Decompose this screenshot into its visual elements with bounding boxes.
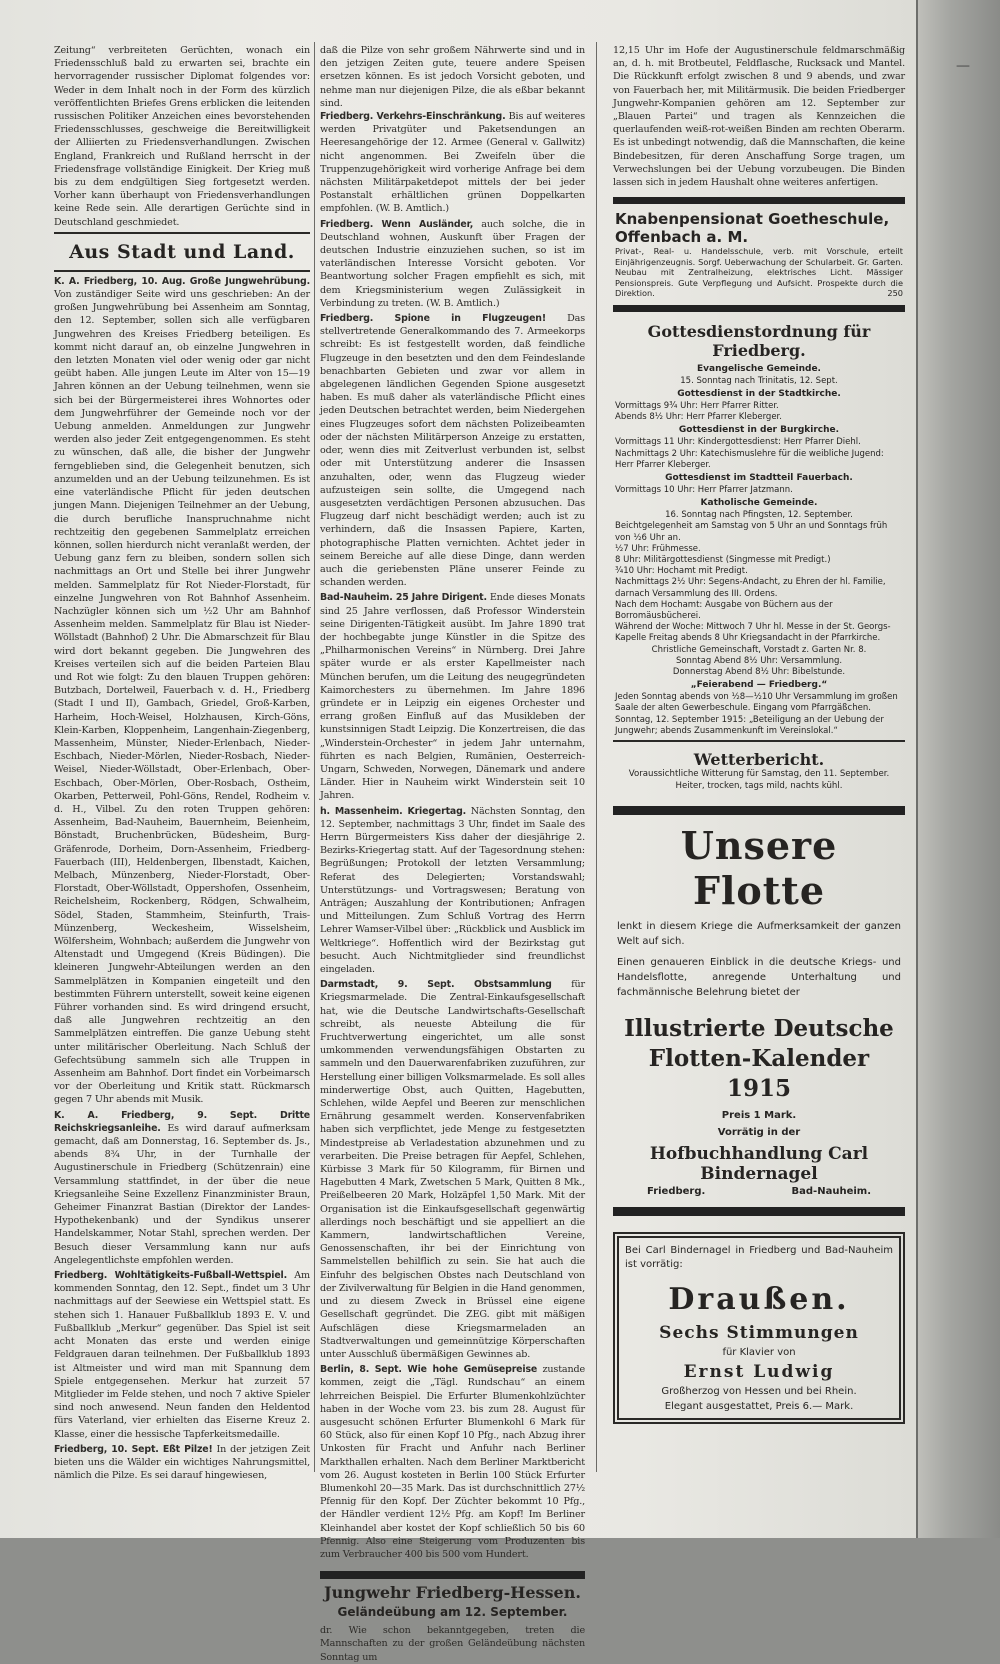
article-lead: K. A. Friedberg, 9. Sept. Dritte Reichskriegsanleihe. (54, 1109, 310, 1134)
service-line: 8 Uhr: Militärgottesdienst (Singmesse mit Predigt.) (615, 554, 831, 565)
jungwehr-banner (320, 1571, 585, 1664)
article-lead: Friedberg. Wenn Ausländer, (320, 218, 474, 230)
service-line: Jeden Sonntag abends von ½8—½10 Uhr Versammlung im großen Saale der alten Gewerbeschule. Eingang vom Pfarrgäßchen. (615, 692, 898, 714)
music-instrument: für Klavier von (722, 1347, 796, 1359)
divider (54, 232, 310, 234)
article-lead: Friedberg. Wohltätigkeits-Fußball-Wettspiel. (54, 1270, 287, 1282)
service-heading: Gottesdienst in der Stadtkirche. (677, 388, 841, 399)
pension-text (615, 246, 903, 299)
music-composer: Ernst Ludwig (683, 1362, 835, 1383)
service-heading: Gottesdienst im Stadtteil Fauerbach. (665, 472, 853, 483)
pilze-continuation: daß die Pilze von sehr großem Nährwerte sind und in den jetzigen Zeiten gute, teuere andere Speisen ersetzen können. Es ist jedoch Vorsicht geboten, und nehme man nur diejenigen Pilze, die als eßbar bekannt sind. (320, 45, 585, 109)
fleet-towns (617, 1184, 901, 1199)
column-one (54, 44, 310, 1494)
music-subtitle: Sechs Stimmungen (659, 1323, 859, 1344)
article (320, 218, 585, 310)
column-rule-left (314, 42, 315, 1472)
article-text: Nächsten Sonntag, den 12. September, nachmittags 3 Uhr, findet im Saale des Herrn Bürgermeisters Kiss daher der diesjährige 2. Bezirks-Kriegertag statt. Auf der Tagesordnung stehen: Begrüßungen; Protokoll der letzten Versammlung; Referat des Delegierten; Vorstandswahl; Unterstützungs- und Vortragswesen; Beratung von Anträgen; Auszahlung der Kontributionen; Anfragen und Mitteilungen. Zum Schluß Vortrag des Herrn Lehrer Wamser-Vilbel über: „Rückblick und Ausblick im Weltkriege“. Hoffentlich wird der Bezirkstag gut besucht. Auch Nichtmitglieder sind freundlichst eingeladen. (320, 805, 585, 976)
service-line: Während der Woche: Mittwoch 7 Uhr hl. Messe in der St. Georgs-Kapelle Freitag abends 8 Uhr Kriegsandacht in der Pfarrkirche. (615, 622, 891, 644)
article (54, 275, 310, 1107)
service-line: Sonntag Abend 8½ Uhr: Versammlung. (675, 655, 843, 666)
fleet-book-line-2: Flotten-Kalender 1915 (648, 1045, 870, 1103)
article-text: Von zuständiger Seite wird uns geschrieben: An der großen Jungwehrübung bei Assenheim am Sonntag, den 12. September, sollen sich alle verfügbaren Jungwehren des Kreises Friedberg beteiligen. Es kommt nicht darauf an, ob einzelne Jungwehren in den letzten Monaten viel oder wenig oder gar nicht geübt haben. Alle jungen Leute im Alter von 15—19 Jahren können an der Uebung teilnehmen, wenn sie sich bei der Bürgermeisterei ihres Wohnortes oder dem Jungwehrführer der Gemeinde noch vor der Uebung anmelden. Anmeldungen zur Jungwehr werden also jeder Zeit entgegengenommen. Es steht zu wünschen, daß alle, die bisher der Jungwehr ferngeblieben sind, die Gelegenheit benutzen, sich anzumelden und an der Uebung teilzunehmen. Es ist eine vaterländische Pflicht für jeden deutschen jungen Mann. Diejenigen Teilnehmer an der Uebung, die durch berufliche Inanspruchnahme nicht rechtzeitig den gegebenen Sammelplatz erreichen können, sollen hierdurch nicht veranlaßt werden, der Uebung ganz fern zu bleiben, sondern sollen sich nachmittags an Ort und Stelle bei ihrer Jungwehr melden. Sammelplatz für Rot Nieder-Florstadt, für einzelne Jungwehren von Rot Bahnhof Assenheim. Nachzügler können sich um ½2 Uhr am Bahnhof Assenheim melden. Sammelplatz für Blau ist Nieder-Wöllstadt (Bahnhof) 2 Uhr. Die Abmarschzeit für Blau wird dort bekannt gegeben. Die Jungwehren des Kreises verteilen sich auf die beiden Parteien Blau und Rot wie folgt: Zu den blauen Truppen gehören: Butzbach, Dortelweil, Fauerbach v. d. H., Friedberg (Stadt I und II), Gambach, Griedel, Groß-Karben, Harheim, Hoch-Weisel, Holzhausen, Kirch-Göns, Klein-Karben, Kloppenheim, Langenhain-Ziegenberg, Massenheim, Münster, Nieder-Erlenbach, Nieder-Eschbach, Nieder-Mörlen, Nieder-Rosbach, Nieder-Weisel, Nieder-Wöllstadt, Ober-Erlenbach, Ober-Eschbach, Ober-Mörlen, Ober-Rosbach, Ostheim, Okarben, Petterweil, Pohl-Göns, Rendel, Rodheim v. d. H., Vilbel. Zu den roten Truppen gehören: Assenheim, Bad-Nauheim, Bauernheim, Beienheim, Bönstadt, Bruchenbrücken, Büdesheim, Burg-Gräfenrode, Dorheim, Dorn-Assenheim, Friedberg-Fauerbach (III), Heldenbergen, Ilbenstadt, Kaichen, Melbach, Münzenberg, Nieder-Florstadt, Ober-Florstadt, Ober-Wöllstadt, Oppershofen, Ossenheim, Reichelsheim, Rockenberg, Rödgen, Schwalheim, Södel, Staden, Stammheim, Steinfurth, Trais-Münzenberg, Weckesheim, Wisselsheim, Wölfersheim, Wohnbach; außerdem die Jungwehr von Altenstadt und Umgegend (Kreis Büdingen). Die kleineren Jungwehr-Abteilungen werden an den Sammelplätzen in Kompanien eingeteilt und den bestimmten Führern unterstellt, soweit keine eigenen Führer vorhanden sind. Es wird dringend ersucht, daß alle Jungwehren rechtzeitig an den Sammelplätzen eintreffen. Die ganze Uebung steht unter militärischer Oberleitung. Nach Schluß der Gefechtsübung sammeln sich alle Truppen in Assenheim am Bahnhof. Dort findet ein Vorbeimarsch vor der Oberleitung und Kritik statt. Rückmarsch gegen 7 Uhr abends mit Musik. (54, 289, 310, 1106)
service-line: Abends 8½ Uhr: Herr Pfarrer Kleberger. (615, 412, 782, 423)
article-text: für Kriegsmarmelade. Die Zentral-Einkaufsgesellschaft hat, wie die Deutsche Landwirtschafts-Gesellschaft schreibt, als neueste Abteilung die für Fruchtverwertung eingerichtet, um alle sonst umkommenden verwendungsfähigen Obstarten zu sammeln und den Dauerwarenfabriken zuzuführen, zur Herstellung einer billigen Volksmarmelade. Es soll alles minderwertige Obst, auch Quitten, Hagebutten, Schlehen, wilde Aepfel und Beeren zur menschlichen Ernährung gesammelt werden. Konservenfabriken haben sich verpflichtet, jede Menge zu festgesetzten Mindestpreise ab Verladestation abzunehmen und zu verarbeiten. Die Preise betragen für Aepfel, Schlehen, Kürbisse 3 Mark für 50 Kilogramm, für Birnen und Hagebutten 4 Mark, Zwetschen 5 Mark, Quitten 8 Mk., Preißelbeeren 20 Mark, Holzäpfel 1,50 Mark. Mit der Organisation ist die Einkaufsgesellschaft gegenwärtig allerdings noch beschäftigt und sie appelliert an die Kammern, landwirtschaftlichen Vereine, Genossenschaften, ihr bei der Einrichtung von Sammelstellen behilflich zu sein. Sie hat auch die Einfuhr des belgischen Obstes nach Deutschland von der Zivilverwaltung für Belgien in die Hand genommen, und zu diesem Zweck in Brüssel eine eigene Gesellschaft gegründet. Die ZEG. gibt mit mäßigen Aufschlägen diese Kriegsmarmeladen an Stadtverwaltungen und gemeinnützige Körperschaften unter Ausschluß übermäßigen Gewinnes ab. (320, 979, 585, 1360)
service-heading: Katholische Gemeinde. (700, 498, 818, 509)
music-price: Elegant ausgestattet, Preis 6.— Mark. (664, 1401, 854, 1413)
jungwehr-continuation: 12,15 Uhr im Hofe der Augustinerschule feldmarschmäßig an, d. h. mit Brotbeutel, Feldflasche, Rucksack und Mantel. Die Rückkunft erfolgt zwischen 8 und 9 abends, und zwar von Fauerbach her, mit Militärmusik. Die beiden Friedberger Jungwehr-Kompanien gehören am 12. September zur „Blauen Partei“ und tragen als Kennzeichen die querlaufenden weiß-rot-weißen Binden am rechten Oberarm. Es ist unbedingt notwendig, daß die Mannschaften, die keine Bindebesitzen, für deren Anschaffung Sorge tragen, um Verwechslungen bei der Uebung vorzubeugen. Die Binden lassen sich in jedem Haushalt ohne weiteres anfertigen. (613, 45, 905, 189)
fleet-shop: Hofbuchhandlung Carl Bindernagel (649, 1144, 869, 1185)
article-text: auch solche, die in Deutschland wohnen, Auskunft über Fragen der deutschen Industrie einzuziehen suchen, so ist im vaterländischen Interesse Vorsicht geboten. Vor Beantwortung solcher Fragen empfiehlt es sich, mit dem Kriegsministerium wegen Zulässigkeit in Verbindung zu treten. (W. B. Amtlich.) (320, 218, 585, 309)
article-text: Es wird darauf aufmerksam gemacht, daß am Donnerstag, 16. September ds. Js., abends 8¾ Uhr, in der Turnhalle der Augustinerschule in Friedberg (Schützenrain) eine Versammlung stattfindet, in der über die neue Kriegsanleihe Seine Exzellenz Finanzminister Braun, Geheimer Finanzrat Bastian (Direktor der Landes-Hypothekenbank) und der Syndikus unserer Handelskammer, Notar Stahl, sprechen werden. Der Besuch dieser Versammlung kann nur aufs Angelegentlichste empfohlen werden. (54, 1122, 311, 1266)
service-line: Christliche Gemeinschaft, Vorstadt z. Garten Nr. 8. (651, 644, 867, 655)
services-list (615, 364, 903, 737)
service-line: Nachmittags 2 Uhr: Katechismuslehre für die weibliche Jugend: Herr Pfarrer Kleberger. (615, 448, 884, 470)
pension-ad (613, 197, 905, 312)
article (54, 1443, 310, 1483)
service-line: Nach dem Hochamt: Ausgabe von Büchern aus der Borromäusbücherei. (615, 599, 833, 621)
fleet-title: Unsere Flotte (680, 823, 838, 914)
article-lead: K. A. Friedberg, 10. Aug. Große Jungwehrübung. (54, 275, 310, 287)
divider (54, 270, 310, 272)
fleet-book-line-1: Illustrierte Deutsche (624, 1015, 894, 1043)
service-line: Vormittags 9¾ Uhr: Herr Pfarrer Ritter. (615, 400, 779, 411)
music-intro: Bei Carl Bindernagel in Friedberg und Bad-Nauheim ist vorrätig: (625, 1245, 893, 1271)
service-line: Nachmittags 2½ Uhr: Segens-Andacht, zu Ehren der hl. Familie, darnach Versammlung des III. Ordens. (615, 577, 886, 599)
article-text: Am kommenden Sonntag, den 12. Sept., findet um 3 Uhr nachmittags auf der Seewiese ein Wettspiel statt. Es stehen sich 1. Hanauer Fußballklub 1893 E. V. und Fußballklub „Merkur“ gegenüber. Das Spiel ist seit acht Monaten das erste und werden einige Feldgrauen daran teilnehmen. Der Fußballklub 1893 ist Altmeister und wird man mit Spannung dem Spiele entgegensehen. Merkur hat zurzeit 57 Mitglieder im Felde stehen, und noch 7 aktive Spieler sind noch anwesend. Neun fanden den Heldentod fürs Vaterland, vier erhielten das Eiserne Kreuz 2. Klasse, einer die hessische Tapferkeitsmedaille. (54, 1270, 310, 1440)
article-text: In der jetzigen Zeit bieten uns die Wälder ein wichtiges Nahrungsmittel, nämlich die Pilze. Es sei darauf hingewiesen, (54, 1443, 310, 1482)
service-line: ¾10 Uhr: Hochamt mit Predigt. (615, 566, 748, 577)
service-line: Beichtgelegenheit am Samstag von 5 Uhr an und Sonntags früh von ½6 Uhr an. (615, 521, 888, 543)
article (320, 1363, 585, 1561)
article-text: Das stellvertretende Generalkommando des 7. Armeekorps schreibt: Es ist festgestellt worden, daß feindliche Flugzeuge in den besetzten und den dem Feindeslande benachbarten Gebieten und zwar vor allem in abgelegenen ländlichen Gegenden Spione ausgesetzt haben. Es muß daher als vaterländische Pflicht eines jeden Deutschen betrachtet werden, beim Niedergehen eines Flugzeuges sofort dem nächsten Polizeibeamten oder der nächsten Militärperson Anzeige zu erstatten, oder, wenn dies mit Zeitverlust verbunden ist, selbst oder mit Unterstützung anderer die Insassen anzuhalten, oder, wenn das Flugzeug wieder aufzusteigen sein sollte, die Umgegend nach ausgesetzten verdächtigen Personen abzusuchen. Das Flugzeug darf nicht beschädigt werden; auch ist zu verhindern, daß die Insassen Papiere, Karten, photographische Platten vernichten. Achtet jeder in seinem Bereiche auf alle diese Dinge, dann werden auch die geriebensten Pläne unserer Feinde zu schanden werden. (320, 313, 585, 589)
article (320, 312, 585, 589)
church-services (613, 322, 905, 737)
article-lead: Friedberg. Spione in Flugzeugen! (320, 313, 546, 325)
fleet-availability: Vorrätig in der (717, 1127, 801, 1139)
service-line: Sonntag, 12. September 1915: „Beteiligung an der Uebung der Jungwehr; abends Zusammenkunft im Vereinslokal.“ (615, 714, 884, 736)
service-heading: Gottesdienst in der Burgkirche. (678, 425, 840, 436)
article (54, 1269, 310, 1441)
service-line: Vormittags 10 Uhr: Herr Pfarrer Jatzmann. (615, 484, 793, 495)
article (320, 978, 585, 1361)
edge-mark-icon: — (956, 58, 970, 74)
fleet-text-2: Einen genaueren Einblick in die deutsche Kriegs- und Handelsflotte, anregende Unterhaltung und fachmännische Belehrung bietet der (617, 957, 901, 999)
article-lead: Friedberg, 10. Sept. Eßt Pilze! (54, 1443, 213, 1455)
service-line: Vormittags 11 Uhr: Kindergottesdienst: Herr Pfarrer Diehl. (615, 437, 861, 448)
page-edge (916, 0, 1000, 1538)
fleet-text-1: lenkt in diesem Kriege die Aufmerksamkeit der ganzen Welt auf sich. (617, 921, 901, 948)
section-title: Aus Stadt und Land. (69, 240, 295, 263)
article-text: Ende dieses Monats sind 25 Jahre verflossen, daß Professor Winderstein seine Dirigenten-Tätigkeit ausübt. Im Jahre 1890 trat der hochbegabte junge Künstler in die Spitze des „Philharmonischen Vereins“ in Nürnberg. Drei Jahre später wurde er als erster Kapellmeister nach München berufen, um die Leitung des neugegründeten Kaimorchesters zu übernehmen. Im Jahre 1896 gründete er in Leipzig ein eigenes Orchester und errang großen Einfluß auf das Musikleben der kunstsinnigen Stadt Leipzig. Die Konzertreisen, die das „Winderstein-Orchester“ in jedem Jahr unternahm, führten es nach Belgien, Rumänien, Oesterreich-Ungarn, Schweden, Norwegen, Dänemark und andere Länder. Hier in Nauheim wirkt Winderstein seit 10 Jahren. (320, 592, 585, 802)
service-heading: Evangelische Gemeinde. (697, 363, 821, 374)
fleet-ad (613, 806, 905, 1216)
pension-number: 250 (887, 288, 903, 299)
intro-fragment: Zeitung“ verbreiteten Gerüchten, wonach ein Friedensschluß bald zu erwarten sei, brachte ein hervorragender russischer Diplomat folgendes vor: Weder in dem Inhalt noch in der Form des kürzlich veröffentlichten Briefes Grens erblicken die leitenden russischen Politiker Anzeichen eines bevorstehenden Friedensschlusses, geschweige die Bereitwilligkeit der Alliierten zu Friedensverhandlungen. Zwischen England, Frankreich und Rußland herrscht in der Friedensfrage vollständige Einigkeit. Der Krieg muß bis zu dem endgültigen Sieg fortgesetzt werden. Vorher kann überhaupt von Friedensverhandlungen keine Rede sein. Alle derartigen Gerüchte sind in Deutschland geschmiedet. (54, 45, 310, 228)
music-ad (613, 1232, 905, 1424)
article-text: zustande kommen, zeigt die „Tägl. Rundschau“ an einem lehrreichen Beispiel. Die Erfurter Blumenkohlzüchter haben in der Woche vom 23. bis zum 28. August für ausgesucht schönen Erfurter Blumenkohl 6 Mark für 60 Stück, also für einen Kopf 10 Pfg., nach Abzug ihrer Unkosten für Fracht und Anfuhr nach Berliner Markthallen erhalten. Nach dem Berliner Marktbericht vom 26. August kosteten in Berlin 100 Stück Erfurter Blumenkohl 20—35 Mark. Das ist durchschnittlich 27½ Pfennig für den Kopf. Der Züchter bekommt 10 Pfg., der Händler verdient 12½ Pfg. am Kopf! Im Berliner Kleinhandel aber kostet der Kopf schließlich 50 bis 60 Pfennig. Also eine Steigerung vom Produzenten bis zum Verbraucher 400 bis 500 vom Hundert. (320, 1364, 586, 1560)
service-line: Donnerstag Abend 8½ Uhr: Bibelstunde. (672, 667, 846, 677)
service-line: 16. Sonntag nach Pfingsten, 12. September. (665, 510, 853, 521)
fleet-town-2: Bad-Nauheim. (791, 1186, 871, 1198)
fleet-book-title (617, 1014, 901, 1104)
article (54, 1109, 310, 1267)
weather-title: Wetterbericht. (693, 750, 825, 770)
article-lead: h. Massenheim. Kriegertag. (320, 805, 467, 817)
jungwehr-subtitle: Geländeübung am 12. September. (337, 1605, 568, 1620)
music-title: Draußen. (668, 1282, 850, 1318)
services-title: Gottesdienstordnung für Friedberg. (647, 321, 871, 360)
pension-title: Knabenpensionat Goetheschule, Offenbach a. M. (615, 210, 890, 247)
article (320, 591, 585, 802)
service-line: 15. Sonntag nach Trinitatis, 12. Sept. (680, 375, 838, 386)
weather-forecast-date: Voraussichtliche Witterung für Samstag, den 11. September. (628, 769, 890, 780)
service-heading: „Feierabend — Friedberg.“ (690, 680, 828, 691)
article-lead: Bad-Nauheim. 25 Jahre Dirigent. (320, 592, 487, 604)
article-list (320, 110, 585, 1561)
service-line: ½7 Uhr: Frühmesse. (615, 543, 701, 554)
column-two (320, 44, 586, 1663)
article-list (54, 275, 310, 1482)
fleet-price: Preis 1 Mark. (721, 1110, 797, 1122)
article-lead: Darmstadt, 9. Sept. Obstsammlung (320, 979, 552, 991)
article (320, 805, 585, 977)
article-lead: Berlin, 8. Sept. Wie hohe Gemüsepreise (320, 1364, 538, 1376)
article-text: Bis auf weiteres werden Privatgüter und Paketsendungen an Heeresangehörige der 12. Armee (General v. Gallwitz) nicht angenommen. Bei Zweifeln über die Truppenzugehörigkeit wird vorherige Anfrage bei dem nächsten Militärpaketdepot mittels der bei jeder Postanstalt erhältlichen grünen Doppelkarten empfohlen. (W. B. Amtlich.) (320, 111, 585, 215)
pension-body: Privat-, Real- u. Handelsschule, verb. mit Vorschule, erteilt Einjährigenzeugnis. Sorgf. Ueberwachung der Schularbeit. Gr. Garten. Neubau mit Zentralheizung, elektrisches Licht. Mässiger Pensionspreis. Gute Verpflegung und Aufsicht. Prospekte durch die Direktion. (615, 246, 903, 299)
fleet-town-1: Friedberg. (647, 1186, 706, 1198)
article-lead: Friedberg. Verkehrs-Einschränkung. (320, 111, 506, 123)
article (320, 110, 585, 216)
music-composer-title: Großherzog von Hessen und bei Rhein. (661, 1386, 857, 1398)
jungwehr-title: Jungwehr Friedberg-Hessen. (324, 1583, 581, 1603)
column-three (613, 44, 905, 1514)
divider (613, 740, 905, 742)
jungwehr-text: dr. Wie schon bekanntgegeben, treten die Mannschaften zu der großen Geländeübung nächsten Sonntag um (320, 1625, 585, 1663)
column-rule-right (596, 42, 597, 1472)
weather-forecast: Heiter, trocken, tags mild, nachts kühl. (675, 780, 843, 791)
